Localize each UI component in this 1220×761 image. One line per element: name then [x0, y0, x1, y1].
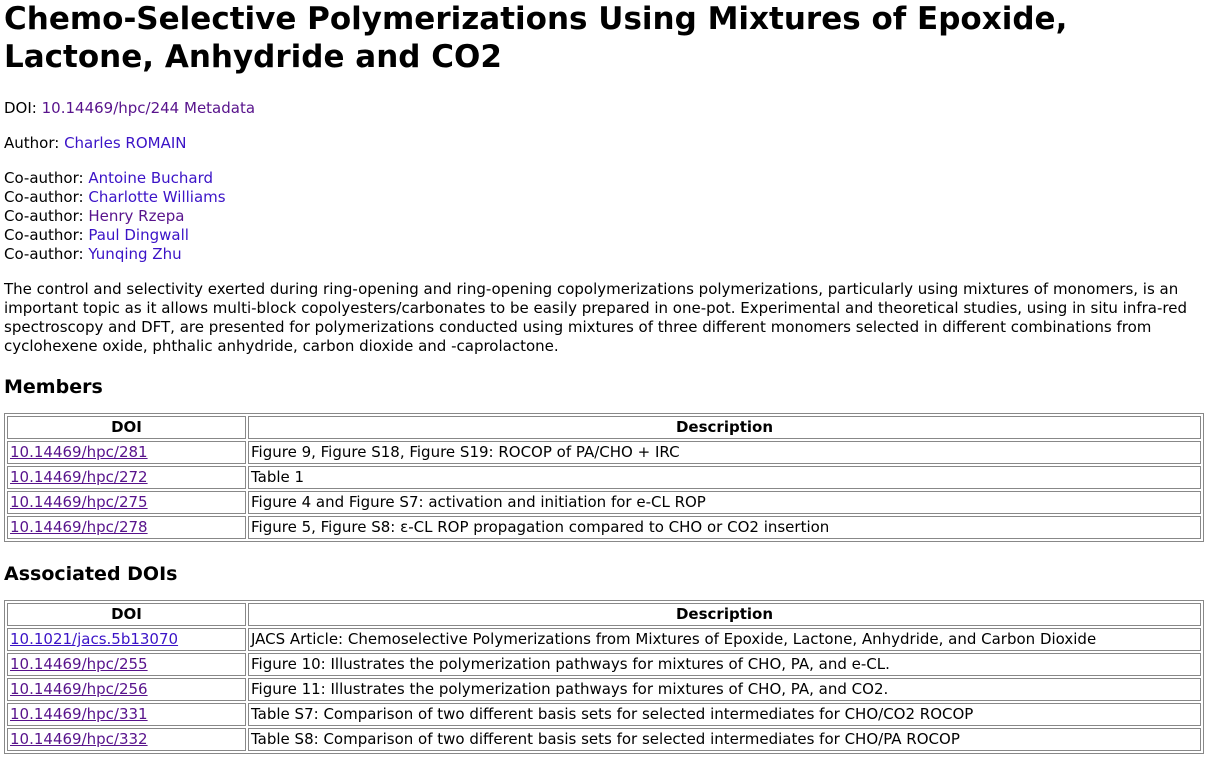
- members-heading: Members: [4, 376, 103, 398]
- table-row: [7, 441, 1201, 464]
- members-table: [4, 413, 1204, 542]
- column-header-description: Description: [248, 603, 1201, 626]
- coauthor-link-buchard[interactable]: Antoine Buchard: [88, 169, 214, 187]
- table-header-row: [7, 416, 1201, 439]
- coauthor-link-zhu[interactable]: Yunqing Zhu: [88, 245, 182, 263]
- description-cell: Figure 4 and Figure S7: activation and initiation for e-CL ROP: [248, 491, 1201, 514]
- associated-dois-table: [4, 600, 1204, 754]
- coauthor-label: Co-author:: [4, 245, 84, 263]
- doi-cell: [7, 466, 246, 489]
- description-cell: Figure 10: Illustrates the polymerization pathways for mixtures of CHO, PA, and e-CL.: [248, 653, 1201, 676]
- coauthor-line: [4, 207, 1216, 226]
- coauthor-line: [4, 245, 1216, 264]
- member-doi-link[interactable]: 10.14469/hpc/278: [10, 518, 148, 536]
- table-row: [7, 728, 1201, 751]
- description-cell: JACS Article: Chemoselective Polymerizations from Mixtures of Epoxide, Lactone, Anhydride, and Carbon Dioxide: [248, 628, 1201, 651]
- associated-doi-link[interactable]: 10.1021/jacs.5b13070: [10, 630, 179, 648]
- column-header-doi: DOI: [7, 416, 246, 439]
- doi-link[interactable]: 10.14469/hpc/244: [41, 99, 180, 117]
- table-row: [7, 703, 1201, 726]
- doi-label: DOI:: [4, 99, 37, 117]
- table-header-row: [7, 603, 1201, 626]
- description-cell: Table S7: Comparison of two different basis sets for selected intermediates for CHO/CO2 ROCOP: [248, 703, 1201, 726]
- doi-cell: [7, 653, 246, 676]
- member-doi-link[interactable]: 10.14469/hpc/275: [10, 493, 148, 511]
- coauthor-label: Co-author:: [4, 169, 84, 187]
- author-label: Author:: [4, 134, 60, 152]
- abstract: The control and selectivity exerted during ring-opening and ring-opening copolymerizations polymerizations, particularly using mixtures of monomers, is an important topic as it allows multi-block copolyesters/carbonates to be easily prepared in one-pot. Experimental and theoretical studies, using in situ infra-red spectroscopy and DFT, are presented for polymerizations conducted using mixtures of three different monomers selected in different combinations from cyclohexene oxide, phthalic anhydride, carbon dioxide and -caprolactone.: [4, 280, 1187, 355]
- member-doi-link[interactable]: 10.14469/hpc/272: [10, 468, 148, 486]
- table-row: [7, 466, 1201, 489]
- table-row: [7, 678, 1201, 701]
- associated-doi-link[interactable]: 10.14469/hpc/255: [10, 655, 148, 673]
- member-doi-link[interactable]: 10.14469/hpc/281: [10, 443, 148, 461]
- doi-cell: [7, 728, 246, 751]
- coauthor-link-rzepa[interactable]: Henry Rzepa: [88, 207, 185, 225]
- coauthor-label: Co-author:: [4, 188, 84, 206]
- description-cell: Figure 9, Figure S18, Figure S19: ROCOP of PA/CHO + IRC: [248, 441, 1201, 464]
- table-row: [7, 491, 1201, 514]
- doi-line: [4, 99, 1216, 118]
- doi-cell: [7, 441, 246, 464]
- table-row: [7, 516, 1201, 539]
- coauthor-line: [4, 226, 1216, 245]
- coauthor-list: [4, 169, 1216, 264]
- doi-cell: [7, 491, 246, 514]
- table-row: [7, 653, 1201, 676]
- doi-cell: [7, 628, 246, 651]
- coauthor-label: Co-author:: [4, 226, 84, 244]
- doi-cell: [7, 678, 246, 701]
- column-header-description: Description: [248, 416, 1201, 439]
- column-header-doi: DOI: [7, 603, 246, 626]
- page-title: Chemo-Selective Polymerizations Using Mixtures of Epoxide, Lactone, Anhydride and CO2: [4, 1, 1068, 75]
- description-cell: Figure 5, Figure S8: ε-CL ROP propagation compared to CHO or CO2 insertion: [248, 516, 1201, 539]
- associated-dois-heading: Associated DOIs: [4, 563, 178, 585]
- associated-doi-link[interactable]: 10.14469/hpc/332: [10, 730, 148, 748]
- doi-cell: [7, 703, 246, 726]
- coauthor-line: [4, 169, 1216, 188]
- coauthor-label: Co-author:: [4, 207, 84, 225]
- description-cell: Table S8: Comparison of two different basis sets for selected intermediates for CHO/PA ROCOP: [248, 728, 1201, 751]
- description-cell: Table 1: [248, 466, 1201, 489]
- associated-doi-link[interactable]: 10.14469/hpc/256: [10, 680, 148, 698]
- coauthor-link-williams[interactable]: Charlotte Williams: [88, 188, 226, 206]
- doi-cell: [7, 516, 246, 539]
- metadata-link[interactable]: Metadata: [184, 99, 256, 117]
- author-link[interactable]: Charles ROMAIN: [64, 134, 187, 152]
- table-row: [7, 628, 1201, 651]
- associated-doi-link[interactable]: 10.14469/hpc/331: [10, 705, 148, 723]
- description-cell: Figure 11: Illustrates the polymerization pathways for mixtures of CHO, PA, and CO2.: [248, 678, 1201, 701]
- author-line: [4, 134, 1216, 153]
- coauthor-link-dingwall[interactable]: Paul Dingwall: [88, 226, 189, 244]
- coauthor-line: [4, 188, 1216, 207]
